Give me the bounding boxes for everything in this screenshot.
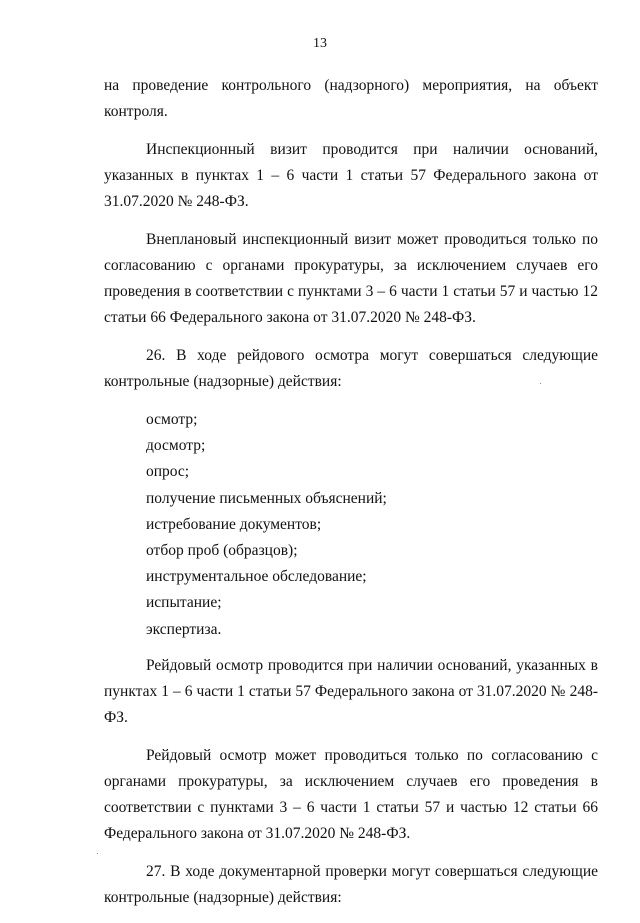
list-item: инструментальное обследование; xyxy=(146,568,367,586)
page-number: 13 xyxy=(313,36,327,51)
scan-speck xyxy=(97,853,98,854)
list-item: получение письменных объяснений; xyxy=(146,489,387,507)
list-item: экспертиза. xyxy=(146,620,222,638)
list-item: досмотр; xyxy=(146,437,206,455)
list-item: осмотр; xyxy=(146,411,198,428)
list-item: отбор проб (образцов); xyxy=(146,542,298,560)
paragraph-unscheduled-visit: Внеплановый инспекционный визит может проводиться только по согласованию с органами прокуратуры, за исключением случаев его проведения в соответствии с пунктами 3 – 6 части 1 статьи 57 и частью 12 статьи 66 Федерального закона от 31.07.2020 № 248-ФЗ. xyxy=(104,231,598,326)
paragraph-inspection-grounds: Инспекционный визит проводится при наличии оснований, указанных в пунктах 1 – 6 части 1 статьи 57 Федерального закона от 31.07.2020 № 248-ФЗ. xyxy=(104,141,598,210)
paragraph-clause-27: 27. В ходе документарной проверки могут совершаться следующие контрольные (надзорные) действия: xyxy=(104,862,598,906)
list-item: опрос; xyxy=(146,463,190,481)
paragraph-continuation: на проведение контрольного (надзорного) мероприятия, на объект контроля. xyxy=(104,77,598,120)
scan-speck xyxy=(540,383,541,384)
control-actions-list xyxy=(104,407,598,643)
paragraph-raid-grounds: Рейдовый осмотр проводится при наличии оснований, указанных в пунктах 1 – 6 части 1 статьи 57 Федерального закона от 31.07.2020 № 248-ФЗ. xyxy=(104,656,598,726)
paragraph-clause-26: 26. В ходе рейдового осмотра могут совершаться следующие контрольные (надзорные) действия: xyxy=(104,347,598,390)
paragraph-raid-approval: Рейдовый осмотр может проводиться только по согласованию с органами прокуратуры, за исключением случаев его проведения в соответствии с пунктами 3 – 6 части 1 статьи 57 и частью 12 статьи 66 Федерального закона от 31.07.2020 № 248-ФЗ. xyxy=(104,746,598,842)
list-item: истребование документов; xyxy=(146,515,322,533)
list-item: испытание; xyxy=(146,594,222,612)
document-body xyxy=(104,73,598,923)
